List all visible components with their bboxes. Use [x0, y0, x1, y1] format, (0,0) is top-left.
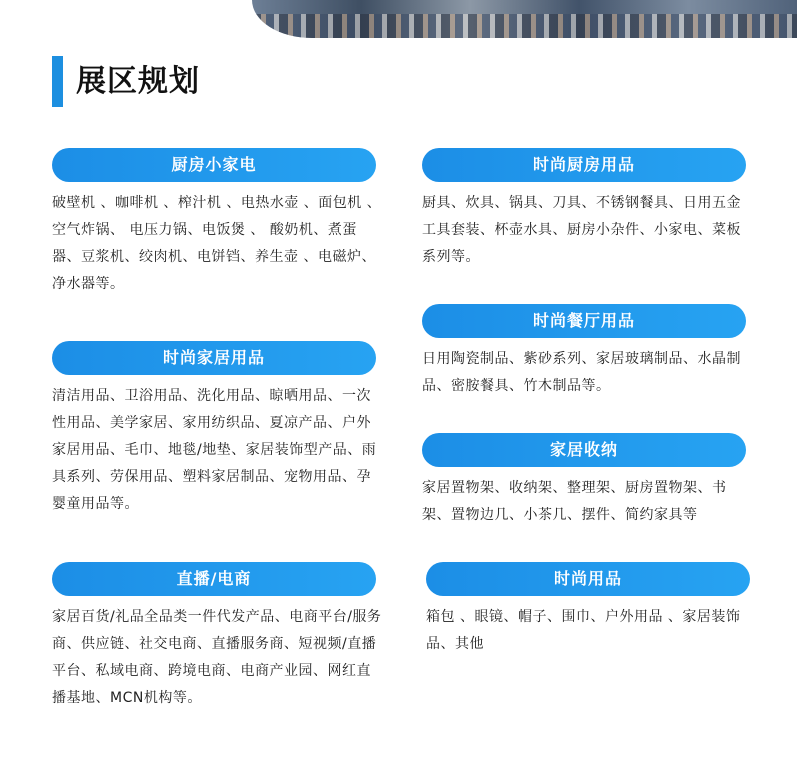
crowd-photo-texture	[252, 14, 797, 38]
section-dining-goods	[422, 304, 752, 400]
section-kitchen-appliances	[52, 148, 382, 298]
section-body: 厨具、炊具、锅具、刀具、不锈钢餐具、日用五金工具套装、杯壶水具、厨房小杂件、小家电、菜板系列等。	[422, 195, 741, 265]
section-title: 时尚餐厅用品	[422, 304, 746, 338]
section-body: 清洁用品、卫浴用品、洗化用品、晾晒用品、一次性用品、美学家居、家用纺织品、夏凉产品、户外家居用品、毛巾、地毯/地垫、家居装饰型产品、雨具系列、劳保用品、塑料家居制品、宠物用品、孕婴童用品等。	[52, 388, 377, 512]
section-body: 家居置物架、收纳架、整理架、厨房置物架、书架、置物边几、小茶几、摆件、简约家具等	[422, 480, 727, 523]
section-title: 家居收纳	[422, 433, 746, 467]
section-body: 箱包 、眼镜、帽子、围巾、户外用品 、家居装饰品、其他	[426, 609, 741, 652]
section-body: 日用陶瓷制品、紫砂系列、家居玻璃制品、水晶制品、密胺餐具、竹木制品等。	[422, 351, 741, 394]
section-title: 时尚家居用品	[52, 341, 376, 375]
section-title: 时尚厨房用品	[422, 148, 746, 182]
title-accent-bar	[52, 56, 63, 107]
section-title: 直播/电商	[52, 562, 376, 596]
section-title: 厨房小家电	[52, 148, 376, 182]
section-title: 时尚用品	[426, 562, 750, 596]
header-photo	[252, 0, 797, 38]
section-kitchenware	[422, 148, 752, 271]
section-fashion-goods	[426, 562, 756, 658]
section-live-ecommerce	[52, 562, 382, 712]
section-body: 家居百货/礼品全品类一件代发产品、电商平台/服务商、供应链、社交电商、直播服务商、短视频/直播平台、私域电商、跨境电商、电商产业园、网红直播基地、MCN机构等。	[52, 609, 382, 706]
section-home-goods	[52, 341, 382, 518]
page-title: 展区规划	[76, 64, 200, 99]
section-storage	[422, 433, 752, 529]
section-body: 破壁机 、咖啡机 、榨汁机 、电热水壶 、面包机 、空气炸锅、 电压力锅、电饭煲 、 酸奶机、煮蛋器、豆浆机、绞肉机、电饼铛、养生壶 、电磁炉、净水器等。	[52, 195, 382, 292]
